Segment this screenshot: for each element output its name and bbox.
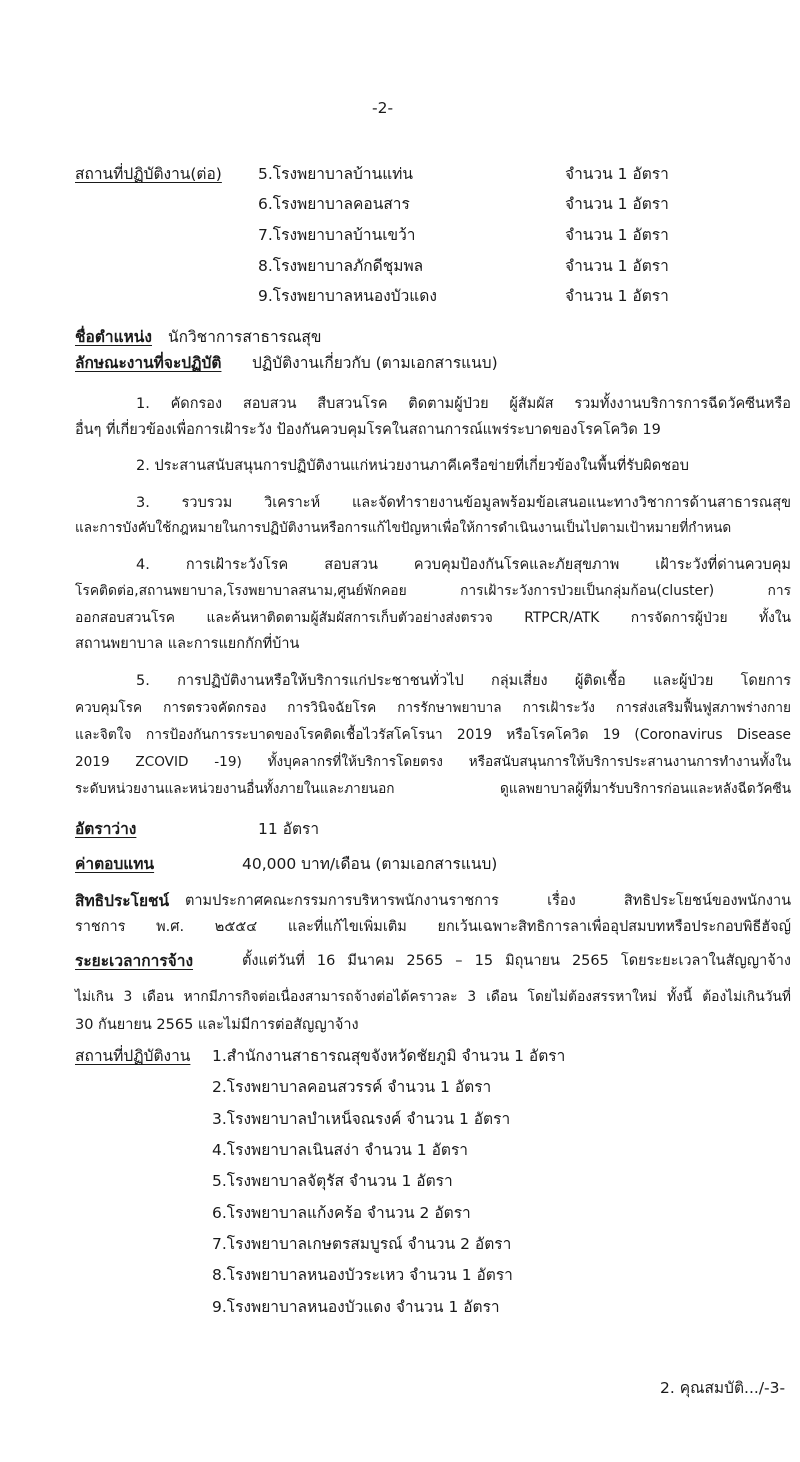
- period-line3: 30 กันยายน 2565 และไม่มีการต่อสัญญาจ้าง: [75, 1017, 359, 1033]
- section2-label: สถานที่ปฏิบัติงาน: [75, 1047, 191, 1065]
- period-line1: ตั้งแต่วันที่ 16 มีนาคม 2565 – 15 มิถุนายน 2565 โดยระยะเวลาในสัญญาจ้าง: [242, 953, 791, 969]
- duty-line: และจิตใจ การป้องกันการระบาดของโรคติดเชื้อไวรัสโคโรนา 2019 หรือโรคโควิด 19 (Coronavirus Disease: [75, 727, 791, 743]
- section1-count: จำนวน 1 อัตรา: [565, 195, 669, 213]
- benefits-line1: ตามประกาศคณะกรรมการบริหารพนักงานราชการ เรื่อง สิทธิประโยชน์ของพนักงาน: [185, 893, 791, 909]
- page-number: -2-: [372, 99, 394, 117]
- section1-label: สถานที่ปฏิบัติงาน(ต่อ): [75, 165, 222, 183]
- duty-line: และการบังคับใช้กฎหมายในการปฏิบัติงานหรือการแก้ไขปัญหาเพื่อให้การดำเนินงานเป็นไปตามเป้าหมายที่กำหนด: [75, 520, 732, 536]
- duty-line: 2019 ZCOVID -19) ทั้งบุคลากรที่ให้บริการโดยตรง หรือสนับสนุนการให้บริการประสานงานการทำงานทั้งใน: [75, 754, 791, 770]
- period-label: ระยะเวลาการจ้าง: [75, 952, 194, 970]
- pay-value: 40,000 บาท/เดือน (ตามเอกสารแนบ): [242, 855, 498, 873]
- duty-line: 4. การเฝ้าระวังโรค สอบสวน ควบคุมป้องกันโรคและภัยสุขภาพ เฝ้าระวังที่ด่านควบคุม: [136, 557, 791, 573]
- duties-label: ลักษณะงานที่จะปฏิบัติ: [75, 354, 222, 372]
- duty-line: อื่นๆ ที่เกี่ยวข้องเพื่อการเฝ้าระวัง ป้องกันควบคุมโรคในสถานการณ์แพร่ระบาดของโรคโควิด 19: [75, 422, 661, 438]
- section1-count: จำนวน 1 อัตรา: [565, 165, 669, 183]
- position-value: นักวิชาการสาธารณสุข: [168, 328, 322, 346]
- pay-label: ค่าตอบแทน: [75, 855, 155, 873]
- section2-row: 2.โรงพยาบาลคอนสวรรค์ จำนวน 1 อัตรา: [212, 1078, 492, 1096]
- section1-place: 9.โรงพยาบาลหนองบัวแดง: [258, 287, 437, 305]
- duty-line: ควบคุมโรค การตรวจคัดกรอง การวินิจฉัยโรค การรักษาพยาบาล การเฝ้าระวัง การส่งเสริมฟื้นฟูสภาพร่างกาย: [75, 700, 791, 716]
- section2-row: 4.โรงพยาบาลเนินสง่า จำนวน 1 อัตรา: [212, 1141, 468, 1159]
- section2-row: 1.สำนักงานสาธารณสุขจังหวัดชัยภูมิ จำนวน 1 อัตรา: [212, 1047, 566, 1065]
- period-line2: ไม่เกิน 3 เดือน หากมีภารกิจต่อเนื่องสามารถจ้างต่อได้คราวละ 3 เดือน โดยไม่ต้องสรรหาใหม่ ทั้งนี้ ต้องไม่เกินวันที่: [75, 989, 791, 1005]
- duty-line: ออกสอบสวนโรค และค้นหาติดตามผู้สัมผัสการเก็บตัวอย่างส่งตรวจ RTPCR/ATK การจัดการผู้ป่วย ทั้งใน: [75, 610, 791, 626]
- section1-count: จำนวน 1 อัตรา: [565, 226, 669, 244]
- section2-row: 5.โรงพยาบาลจัตุรัส จำนวน 1 อัตรา: [212, 1172, 453, 1190]
- footer-note: 2. คุณสมบัติ.../-3-: [660, 1379, 786, 1397]
- vacancy-value: 11 อัตรา: [258, 820, 320, 838]
- section1-count: จำนวน 1 อัตรา: [565, 287, 669, 305]
- section2-row: 3.โรงพยาบาลบำเหน็จณรงค์ จำนวน 1 อัตรา: [212, 1110, 511, 1128]
- section1-place: 8.โรงพยาบาลภักดีชุมพล: [258, 257, 424, 275]
- section2-row: 6.โรงพยาบาลแก้งคร้อ จำนวน 2 อัตรา: [212, 1204, 471, 1222]
- duty-line: 1. คัดกรอง สอบสวน สืบสวนโรค ติดตามผู้ป่วย ผู้สัมผัส รวมทั้งงานบริการการฉีดวัคซีนหรือ: [136, 396, 791, 412]
- section1-count: จำนวน 1 อัตรา: [565, 257, 669, 275]
- section1-place: 5.โรงพยาบาลบ้านแท่น: [258, 165, 413, 183]
- position-label: ชื่อตำแหน่ง: [75, 328, 152, 346]
- section2-row: 8.โรงพยาบาลหนองบัวระเหว จำนวน 1 อัตรา: [212, 1266, 513, 1284]
- vacancy-label: อัตราว่าง: [75, 820, 137, 838]
- section2-row: 7.โรงพยาบาลเกษตรสมบูรณ์ จำนวน 2 อัตรา: [212, 1235, 512, 1253]
- duty-line: สถานพยาบาล และการแยกกักที่บ้าน: [75, 636, 300, 652]
- section1-place: 6.โรงพยาบาลคอนสาร: [258, 195, 410, 213]
- duty-line: 2. ประสานสนับสนุนการปฏิบัติงานแก่หน่วยงานภาคีเครือข่ายที่เกี่ยวข้องในพื้นที่รับผิดชอบ: [136, 458, 689, 474]
- section2-row: 9.โรงพยาบาลหนองบัวแดง จำนวน 1 อัตรา: [212, 1298, 500, 1316]
- benefits-line2: ราชการ พ.ศ. ๒๕๕๔ และที่แก้ไขเพิ่มเติม ยกเว้นเฉพาะสิทธิการลาเพื่ออุปสมบทหรือประกอบพิธีฮัจญ์: [75, 919, 791, 935]
- duties-value: ปฏิบัติงานเกี่ยวกับ (ตามเอกสารแนบ): [252, 354, 498, 372]
- duty-line: โรคติดต่อ,สถานพยาบาล,โรงพยาบาลสนาม,ศูนย์พักคอย การเฝ้าระวังการป่วยเป็นกลุ่มก้อน(cluster) การ: [75, 583, 791, 599]
- duty-line: 5. การปฏิบัติงานหรือให้บริการแก่ประชาชนทั่วไป กลุ่มเสี่ยง ผู้ติดเชื้อ และผู้ป่วย โดยการ: [136, 673, 791, 689]
- duty-line: ระดับหน่วยงานและหน่วยงานอื่นทั้งภายในและภายนอก ดูแลพยาบาลผู้ที่มารับบริการก่อนและหลังฉีดวัคซีน: [75, 781, 791, 797]
- benefits-label: สิทธิประโยชน์: [75, 892, 170, 910]
- section1-place: 7.โรงพยาบาลบ้านเขว้า: [258, 226, 416, 244]
- duty-line: 3. รวบรวม วิเคราะห์ และจัดทำรายงานข้อมูลพร้อมข้อเสนอแนะทางวิชาการด้านสาธารณสุข: [136, 495, 791, 511]
